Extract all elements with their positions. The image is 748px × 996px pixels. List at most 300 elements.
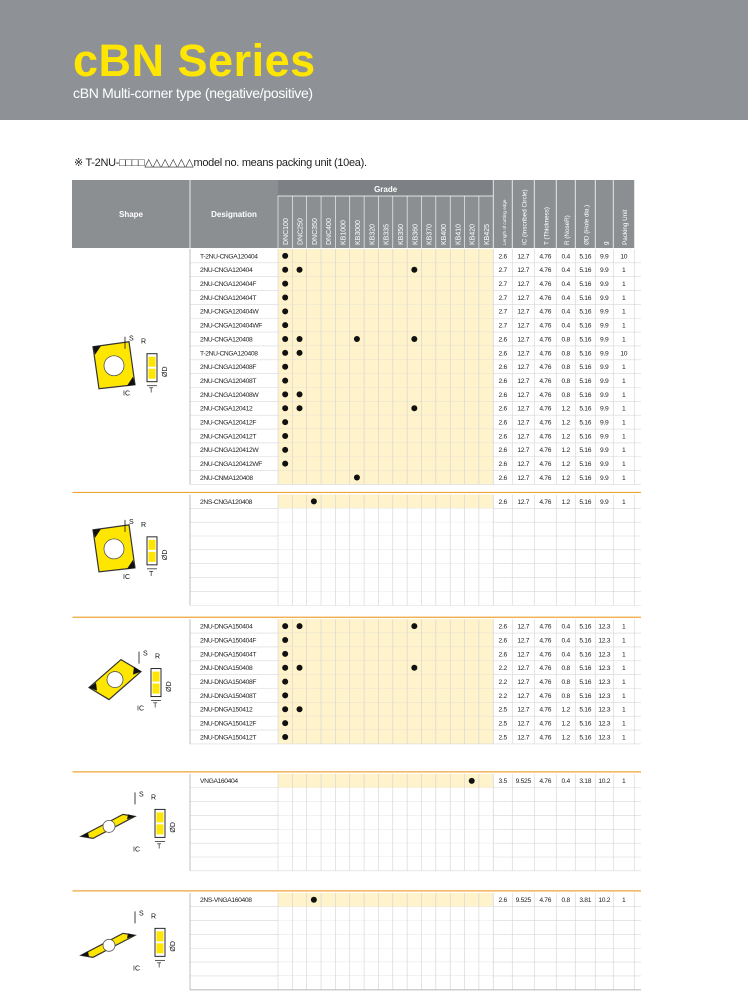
grade-row-bg (278, 907, 493, 921)
spec-cell: 2.6 (498, 350, 507, 358)
grade-dot (282, 253, 288, 259)
designation-cell: 2NU-CNGA120408F (200, 364, 257, 372)
spec-cell: 2.6 (498, 419, 507, 427)
spec-cell: 0.8 (561, 665, 570, 673)
dim-d: ØD (162, 366, 169, 377)
spec-cell: 0.4 (561, 637, 570, 645)
dim-s: S (139, 791, 144, 799)
spec-cell: 1 (622, 433, 626, 441)
grade-row-bg (278, 788, 493, 802)
spec-cell: 2.5 (498, 706, 507, 714)
grade-dot (297, 336, 303, 342)
side-view-cbn (157, 943, 164, 953)
spec-cell: 9.525 (515, 897, 531, 905)
spec-cell: 5.16 (579, 377, 592, 385)
grade-row-bg (278, 360, 493, 374)
spec-cell: 1 (622, 678, 626, 686)
spec-cell: 5.16 (579, 474, 592, 482)
dim-t: T (157, 962, 162, 970)
side-view-cbn (149, 540, 156, 550)
spec-cell: 2.7 (498, 267, 507, 275)
spec-cell: 4.76 (539, 623, 552, 631)
grade-row-bg (278, 522, 493, 536)
grade-row-bg (278, 374, 493, 388)
spec-cell: 2.6 (498, 364, 507, 372)
grade-dot (282, 637, 288, 643)
spec-cell: 9.9 (600, 322, 609, 330)
spec-cell: 9.9 (600, 474, 609, 482)
spec-cell: 12.7 (517, 461, 530, 469)
spec-cell: 2.5 (498, 720, 507, 728)
spec-cell: 12.3 (598, 637, 611, 645)
dim-ic: IC (133, 965, 140, 973)
spec-cell: 0.4 (561, 281, 570, 288)
spec-cell: 5.16 (579, 665, 592, 673)
dim-s: S (139, 910, 144, 918)
spec-cell: 5.16 (579, 336, 592, 344)
insert-hole (107, 672, 123, 688)
spec-cell: 4.76 (539, 897, 552, 905)
spec-cell: 4.76 (539, 281, 552, 288)
designation-cell: 2NU-DNGA150412F (200, 720, 257, 728)
dim-r: R (151, 794, 157, 802)
spec-cell: 1 (622, 623, 626, 631)
spec-cell: 1 (622, 322, 626, 330)
grade-row-bg (278, 730, 493, 744)
insert-hole (103, 939, 115, 951)
spec-cell: 5.16 (579, 706, 592, 714)
grade-row-bg (278, 633, 493, 647)
spec-cell: 2.6 (498, 253, 507, 261)
spec-cell: 12.7 (517, 419, 530, 427)
grade-row-bg (278, 921, 493, 935)
designation-cell: 2NU-CNGA120412F (200, 419, 257, 427)
grade-col-label: KB360 (412, 223, 420, 245)
grade-row-bg (278, 675, 493, 689)
side-view-cbn (149, 357, 156, 367)
spec-cell: 4.76 (539, 720, 552, 728)
grade-dot (282, 336, 288, 342)
spec-cell: 5.16 (579, 350, 592, 358)
spec-cell: 12.7 (517, 498, 530, 506)
insert-hole (103, 820, 115, 832)
side-view-cbn (149, 552, 156, 562)
grade-dot (282, 692, 288, 698)
designation-cell: 2NS-VNGA160408 (200, 897, 252, 905)
grade-row-bg (278, 962, 493, 976)
grade-row-bg (278, 443, 493, 457)
spec-cell: 4.76 (539, 678, 552, 686)
spec-cell: 1 (622, 778, 626, 786)
spec-cell: 12.7 (517, 364, 530, 372)
grade-row-bg (278, 647, 493, 661)
spec-cell: 1.2 (561, 405, 570, 413)
spec-cell: 0.8 (561, 350, 570, 358)
spec-cell: 0.4 (561, 322, 570, 330)
grade-col-label: DNC250 (297, 218, 305, 245)
grade-row-bg (278, 388, 493, 402)
spec-col-label: R (NoseR) (563, 215, 571, 245)
spec-cell: 10 (620, 253, 628, 261)
spec-cell: 1 (622, 692, 626, 700)
side-view-cbn (153, 684, 160, 694)
spec-cell: 12.7 (517, 336, 530, 344)
dim-ic: IC (123, 573, 130, 581)
spec-cell: 9.9 (600, 294, 609, 302)
spec-cell: 3.18 (579, 778, 592, 786)
header-designation: Designation (211, 210, 257, 219)
grade-col-label: DNC400 (326, 218, 334, 245)
spec-cell: 12.7 (517, 267, 530, 275)
spec-cell: 5.16 (579, 447, 592, 455)
spec-cell: 4.76 (539, 350, 552, 358)
grade-dot (282, 419, 288, 425)
grade-row-bg (278, 948, 493, 962)
spec-cell: 0.8 (561, 897, 570, 905)
spec-cell: 1 (622, 720, 626, 728)
side-view-cbn (149, 369, 156, 379)
spec-cell: 1.2 (561, 720, 570, 728)
page-subtitle: cBN Multi-corner type (negative/positive) (73, 85, 313, 101)
spec-col-label: g (602, 241, 610, 245)
spec-cell: 10.2 (598, 897, 611, 905)
spec-cell: 0.4 (561, 623, 570, 631)
grade-col-label: KB3000 (354, 220, 362, 245)
spec-col-label: Length of cutting edge (501, 199, 507, 245)
grade-dot (411, 267, 417, 273)
dim-ic: IC (133, 846, 140, 854)
spec-cell: 1 (622, 665, 626, 673)
grade-dot (282, 350, 288, 356)
spec-cell: 0.8 (561, 692, 570, 700)
grade-col-label: KB1000 (340, 220, 348, 245)
grade-row-bg (278, 304, 493, 318)
spec-cell: 5.16 (579, 419, 592, 427)
spec-cell: 3.5 (498, 778, 507, 786)
spec-cell: 12.7 (517, 637, 530, 645)
designation-cell: 2NU-DNGA150408 (200, 665, 253, 673)
designation-cell: T-2NU-CNGA120404 (200, 253, 258, 261)
grade-row-bg (278, 249, 493, 263)
grade-col-label: KB420 (469, 223, 477, 245)
spec-cell: 5.16 (579, 498, 592, 506)
spec-cell: 5.16 (579, 461, 592, 469)
spec-cell: 4.76 (539, 294, 552, 302)
grade-dot (311, 897, 317, 903)
designation-cell: 2NU-DNGA150412T (200, 734, 257, 742)
spec-cell: 12.3 (598, 692, 611, 700)
spec-cell: 10.2 (598, 778, 611, 786)
spec-cell: 12.3 (598, 678, 611, 686)
grade-dot (469, 778, 475, 784)
spec-cell: 5.16 (579, 637, 592, 645)
dim-s: S (143, 650, 148, 658)
spec-cell: 2.6 (498, 405, 507, 413)
spec-cell: 1 (622, 447, 626, 455)
spec-cell: 4.76 (539, 447, 552, 455)
spec-cell: 9.9 (600, 267, 609, 275)
spec-cell: 2.6 (498, 377, 507, 385)
spec-cell: 9.9 (600, 391, 609, 399)
grade-row-bg (278, 774, 493, 788)
spec-cell: 12.3 (598, 706, 611, 714)
spec-cell: 1 (622, 474, 626, 482)
spec-cell: 0.4 (561, 308, 570, 316)
spec-col-label: Packing Unit (621, 209, 629, 245)
spec-cell: 5.16 (579, 692, 592, 700)
spec-cell: 5.16 (579, 651, 592, 659)
spec-cell: 5.16 (579, 720, 592, 728)
spec-cell: 5.16 (579, 308, 592, 316)
grade-col-label: KB410 (455, 223, 463, 245)
grade-row-bg (278, 829, 493, 843)
spec-cell: 1.2 (561, 706, 570, 714)
designation-cell: 2NU-DNGA150408F (200, 678, 257, 686)
designation-cell: 2NU-CNGA120404T (200, 294, 257, 302)
grade-row-bg (278, 346, 493, 360)
grade-row-bg (278, 716, 493, 730)
spec-cell: 1 (622, 281, 626, 288)
grade-dot (282, 405, 288, 411)
page-title: cBN Series (73, 35, 316, 86)
designation-cell: VNGA160404 (200, 778, 238, 786)
spec-cell: 4.76 (539, 308, 552, 316)
grade-col-label: KB335 (383, 223, 391, 245)
spec-cell: 4.76 (539, 498, 552, 506)
spec-cell: 5.16 (579, 678, 592, 686)
spec-cell: 12.7 (517, 720, 530, 728)
spec-cell: 9.9 (600, 419, 609, 427)
spec-cell: 12.7 (517, 678, 530, 686)
spec-cell: 2.6 (498, 897, 507, 905)
grade-dot (282, 706, 288, 712)
grade-dot (282, 623, 288, 629)
spec-cell: 1 (622, 377, 626, 385)
grade-row-bg (278, 291, 493, 305)
grade-dot (282, 720, 288, 726)
spec-cell: 2.5 (498, 734, 507, 742)
dim-d: ØD (170, 941, 177, 952)
grade-row-bg (278, 857, 493, 871)
spec-cell: 1.2 (561, 419, 570, 427)
spec-cell: 12.7 (517, 405, 530, 413)
grade-row-bg (278, 689, 493, 703)
spec-cell: 3.81 (579, 897, 592, 905)
dim-d: ØD (162, 549, 169, 561)
grade-row-bg (278, 494, 493, 508)
grade-dot (411, 405, 417, 411)
side-view-cbn (157, 812, 164, 822)
designation-cell: 2NU-DNGA150404F (200, 637, 257, 645)
grade-col-label: KB425 (484, 223, 492, 245)
spec-cell: 12.7 (517, 391, 530, 399)
grade-dot (282, 734, 288, 740)
dim-s: S (129, 335, 134, 343)
dim-t: T (153, 702, 158, 710)
spec-cell: 1 (622, 391, 626, 399)
grade-col-label: DNC100 (283, 218, 291, 245)
spec-cell: 9.9 (600, 364, 609, 372)
spec-cell: 1.2 (561, 498, 570, 506)
spec-cell: 12.7 (517, 734, 530, 742)
designation-cell: 2NU-CNGA120408T (200, 377, 257, 385)
spec-cell: 12.3 (598, 623, 611, 631)
spec-cell: 4.76 (539, 336, 552, 344)
spec-cell: 2.6 (498, 447, 507, 455)
grade-dot (282, 461, 288, 467)
spec-cell: 4.76 (539, 433, 552, 441)
spec-cell: 4.76 (539, 734, 552, 742)
grade-row-bg (278, 815, 493, 829)
grade-row-bg (278, 578, 493, 592)
side-view-cbn (157, 931, 164, 941)
grade-dot (282, 433, 288, 439)
grade-dot (282, 391, 288, 397)
spec-cell: 12.7 (517, 665, 530, 673)
designation-cell: 2NU-CNGA120408W (200, 391, 259, 399)
spec-cell: 2.6 (498, 623, 507, 631)
spec-cell: 1 (622, 461, 626, 469)
grade-col-label: KB320 (369, 223, 377, 245)
spec-cell: 5.16 (579, 734, 592, 742)
dim-d: ØD (166, 681, 173, 692)
grade-col-label: KB350 (397, 223, 405, 245)
spec-cell: 12.7 (517, 706, 530, 714)
spec-cell: 9.9 (600, 498, 609, 506)
designation-cell: 2NU-CNGA120404W (200, 308, 259, 316)
dim-t: T (149, 570, 154, 578)
grade-row-bg (278, 401, 493, 415)
spec-cell: 4.76 (539, 364, 552, 372)
spec-cell: 1.2 (561, 474, 570, 482)
grade-row-bg (278, 471, 493, 485)
spec-cell: 5.16 (579, 267, 592, 275)
spec-cell: 4.76 (539, 778, 552, 786)
spec-cell: 5.16 (579, 391, 592, 399)
designation-cell: 2NU-CNGA120404F (200, 281, 257, 288)
spec-cell: 9.9 (600, 433, 609, 441)
grade-row-bg (278, 263, 493, 277)
grade-dot (282, 322, 288, 328)
spec-cell: 12.7 (517, 350, 530, 358)
spec-cell: 1 (622, 734, 626, 742)
spec-cell: 12.7 (517, 651, 530, 659)
grade-row-bg (278, 536, 493, 550)
spec-cell: 9.9 (600, 308, 609, 316)
grade-dot (297, 706, 303, 712)
spec-cell: 12.7 (517, 447, 530, 455)
dim-t: T (149, 387, 154, 395)
spec-cell: 1 (622, 267, 626, 275)
spec-cell: 12.7 (517, 377, 530, 385)
grade-dot (411, 336, 417, 342)
dim-r: R (151, 913, 157, 921)
grade-row-bg (278, 457, 493, 471)
spec-cell: 2.2 (498, 692, 507, 700)
spec-cell: 5.16 (579, 623, 592, 631)
spec-cell: 1 (622, 637, 626, 645)
dim-ic: IC (137, 705, 144, 713)
spec-cell: 2.6 (498, 498, 507, 506)
spec-cell: 0.4 (561, 778, 570, 786)
spec-cell: 1 (622, 336, 626, 344)
grade-row-bg (278, 277, 493, 291)
spec-cell: 12.3 (598, 734, 611, 742)
spec-cell: 9.9 (600, 461, 609, 469)
grade-dot (282, 378, 288, 384)
grade-dot (282, 679, 288, 685)
dim-r: R (141, 521, 147, 529)
spec-cell: 5.16 (579, 281, 592, 288)
spec-cell: 4.76 (539, 692, 552, 700)
spec-cell: 5.16 (579, 322, 592, 330)
dim-r: R (155, 653, 161, 661)
grade-col-label: KB370 (426, 223, 434, 245)
grade-row-bg (278, 802, 493, 816)
grade-row-bg (278, 976, 493, 990)
spec-cell: 1.2 (561, 461, 570, 469)
spec-cell: 12.3 (598, 651, 611, 659)
spec-cell: 9.9 (600, 336, 609, 344)
spec-cell: 1 (622, 405, 626, 413)
spec-cell: 4.76 (539, 322, 552, 330)
spec-cell: 1.2 (561, 734, 570, 742)
spec-cell: 0.8 (561, 364, 570, 372)
spec-cell: 0.8 (561, 678, 570, 686)
designation-cell: 2NS-CNGA120408 (200, 498, 252, 506)
spec-cell: 12.7 (517, 433, 530, 441)
spec-cell: 4.76 (539, 405, 552, 413)
insert-hole (104, 539, 124, 559)
grade-dot (297, 623, 303, 629)
designation-cell: 2NU-CNGA120412 (200, 405, 253, 413)
spec-cell: 12.3 (598, 720, 611, 728)
spec-cell: 9.9 (600, 281, 609, 288)
spec-cell: 9.9 (600, 377, 609, 385)
spec-cell: 2.6 (498, 433, 507, 441)
grade-row-bg (278, 934, 493, 948)
spec-cell: 1 (622, 706, 626, 714)
spec-cell: 12.7 (517, 692, 530, 700)
spec-cell: 9.9 (600, 447, 609, 455)
spec-cell: 2.6 (498, 637, 507, 645)
designation-cell: 2NU-CNGA120412W (200, 447, 259, 455)
spec-cell: 0.4 (561, 294, 570, 302)
grade-dot (282, 364, 288, 370)
spec-cell: 1 (622, 308, 626, 316)
spec-cell: 1 (622, 419, 626, 427)
spec-cell: 12.7 (517, 281, 530, 288)
grade-dot (282, 281, 288, 287)
grade-row-bg (278, 508, 493, 522)
grade-row-bg (278, 318, 493, 332)
spec-cell: 0.4 (561, 267, 570, 275)
grade-row-bg (278, 564, 493, 578)
spec-cell: 5.16 (579, 253, 592, 261)
designation-cell: T-2NU-CNGA120408 (200, 350, 258, 358)
spec-cell: 9.9 (600, 350, 609, 358)
spec-cell: 9.525 (515, 778, 531, 786)
spec-cell: 9.9 (600, 253, 609, 261)
spec-cell: 12.7 (517, 308, 530, 316)
packing-note: ※ T-2NU-□□□□△△△△△△model no. means packing unit (10ea). (74, 157, 367, 169)
spec-cell: 0.8 (561, 336, 570, 344)
header-grade-label: Grade (374, 185, 398, 194)
grade-dot (411, 623, 417, 629)
spec-cell: 4.76 (539, 267, 552, 275)
grade-dot (297, 267, 303, 273)
spec-cell: 4.76 (539, 391, 552, 399)
